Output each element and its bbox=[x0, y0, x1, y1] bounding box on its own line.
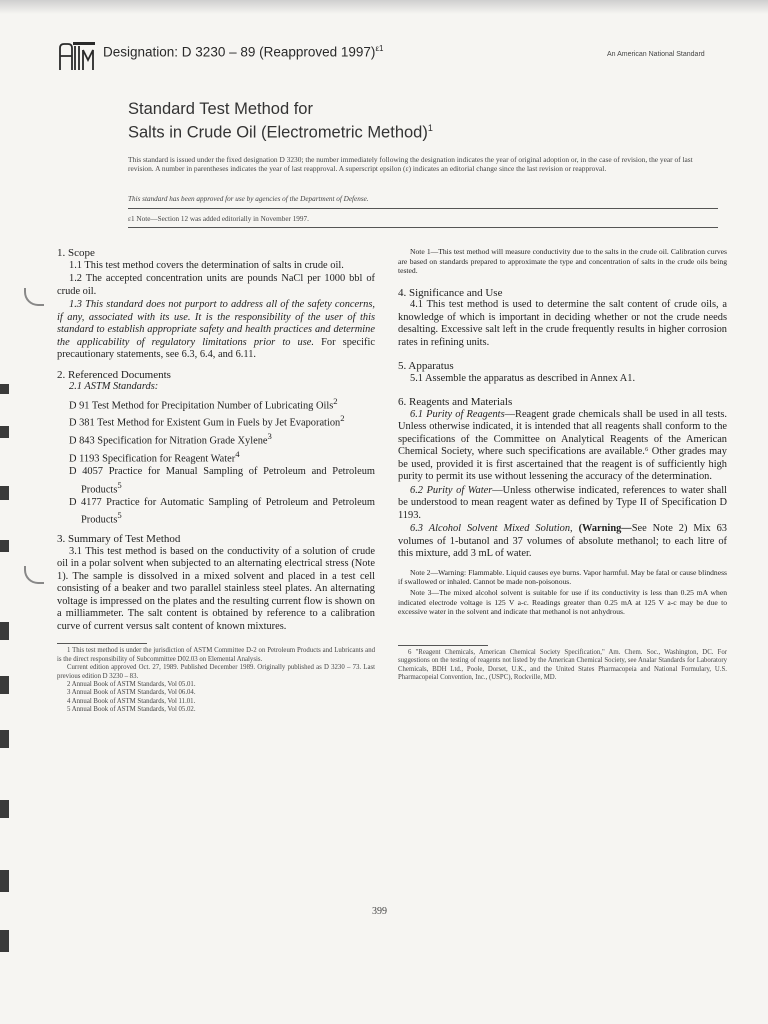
paragraph bbox=[57, 299, 375, 362]
footnotes bbox=[398, 649, 727, 683]
footnote: Current edition approved Oct. 27, 1989. Published December 1989. Originally published as D 3230 – 73. Last previous edition D 3230 – 83. bbox=[57, 664, 375, 680]
binder-mark bbox=[0, 930, 9, 952]
note: Note 1—This test method will measure conductivity due to the salts in the crude oil. Calibration curves are based on standards prepared to approximate the type and concentration of salts in the crude oils being tested. bbox=[398, 247, 727, 276]
section-heading: 2. Referenced Documents bbox=[57, 368, 171, 381]
designation bbox=[103, 44, 383, 60]
note: Note 2—Warning: Flammable. Liquid causes eye burns. Vapor harmful. May be fatal or cause blindness if swallowed or inhaled. Cannot be made non-poisonous. bbox=[398, 567, 727, 587]
binder-mark bbox=[0, 426, 9, 438]
reference-item bbox=[57, 412, 375, 430]
paragraph bbox=[398, 485, 727, 523]
page-title bbox=[128, 100, 433, 143]
footnote: 2 Annual Book of ASTM Standards, Vol 05.01. bbox=[67, 680, 196, 688]
footnote-rule bbox=[398, 645, 488, 646]
paragraph-label: 6.3 Alcohol Solvent Mixed Solution, bbox=[410, 523, 573, 535]
reference-item bbox=[57, 497, 375, 527]
reference-text: D 843 Specification for Nitration Grade Xylene bbox=[69, 435, 268, 447]
margin-bracket-mark bbox=[24, 288, 44, 306]
section-heading: 3. Summary of Test Method bbox=[57, 533, 181, 546]
footnote: 6 "Reagent Chemicals, American Chemical Society Specification," Am. Chem. Soc., Washington, DC. For suggestions on the testing of reagents not listed by the American Chemical Society, see Analar Standards for Laboratory Chemicals, BDH Ltd., Poole, Dorset, U.K., and the United States Pharmacopeia and National Formulary, U.S. Pharmacopeial Convention, Inc., (USPC), Rockville, MD. bbox=[398, 648, 727, 681]
paragraph: 4.1 This test method is used to determine the salt content of crude oils, a knowledge of which is important in deciding whether or not the crude needs desalting. Excessive salt left in the crude frequently results in higher corrosion rates in refining units. bbox=[398, 299, 727, 348]
note: Note 3—The mixed alcohol solvent is suitable for use if its conductivity is less than 0.25 mA when indicated electrode voltage is 125 V a-c. Readings greater than 0.25 mA at 125 V a-c may be due to excessive water in the solvent and indicate that methanol is not anhydrous. bbox=[398, 587, 727, 617]
binder-mark bbox=[0, 486, 9, 500]
header-rule bbox=[128, 227, 718, 228]
footnote-marker: 2 bbox=[333, 395, 338, 406]
editorial-note: ε1 Note—Section 12 was added editorially in November 1997. bbox=[128, 215, 309, 223]
paragraph bbox=[398, 523, 727, 561]
margin-bracket-mark bbox=[24, 566, 44, 584]
reference-text: D 381 Test Method for Existent Gum in Fuels by Jet Evaporation bbox=[69, 417, 341, 429]
safety-caveat: 1.3 This standard does not purport to address all of the safety concerns, if any, associated with its use. It is the responsibility of the user of this standard to establish appropriate safety and health practices and determine the applicability of regulatory limitations prior to use. bbox=[57, 299, 375, 348]
warning-label: (Warning— bbox=[572, 523, 632, 535]
title-line-1: Standard Test Method for bbox=[128, 100, 313, 118]
footnote: 5 Annual Book of ASTM Standards, Vol 05.02. bbox=[67, 706, 196, 714]
designation-superscript: ε1 bbox=[375, 44, 384, 53]
section-heading: 5. Apparatus bbox=[398, 360, 454, 373]
footnote: 1 This test method is under the jurisdiction of ASTM Committee D-2 on Petroleum Products and Lubricants and is the direct responsibility of Subcommittee D02.03 on Elemental Analysis. bbox=[57, 647, 375, 663]
reference-item bbox=[57, 466, 375, 496]
header-rule bbox=[128, 208, 718, 209]
paragraph-label: 6.2 Purity of Water bbox=[410, 484, 493, 496]
paragraph-text: —Reagent grade chemicals shall be used in all tests. Unless otherwise indicated, it is intended that all reagents shall conform to the specifications of the Committee on Analytical Reagents of the American Chemical Society, where such specifications are available.⁶ Other grades may be used, provided it is first ascertained that the reagent is of sufficiently high purity to permit its use without lessening the accuracy of the determination. bbox=[398, 408, 727, 483]
footnote-marker: 5 bbox=[117, 479, 122, 490]
title-superscript: 1 bbox=[427, 123, 433, 133]
binder-mark bbox=[0, 384, 9, 394]
paragraph-text: For specific precautionary statements, see 6.3, 6.4, and 6.11. bbox=[57, 336, 375, 360]
paragraph: 3.1 This test method is based on the conductivity of a solution of crude oil in a polar solvent when subjected to an alternating electrical stress (Note 1). The sample is dissolved in a mixed solvent and placed in a test cell consisting of a beaker and two parallel stainless steel plates. An alternating voltage is impressed on the plates and the resulting current flow is shown on a milliammeter. The salt content is obtained by reference to a calibration curve of current versus salt content of known mixtures. bbox=[57, 545, 375, 632]
binder-mark bbox=[0, 800, 9, 818]
right-column bbox=[398, 247, 727, 682]
reference-text: D 4057 Practice for Manual Sampling of Petroleum and Petroleum Products bbox=[69, 466, 375, 496]
reference-text: D 91 Test Method for Precipitation Number of Lubricating Oils bbox=[69, 399, 334, 411]
footnote-marker: 4 bbox=[235, 449, 240, 460]
designation-text: Designation: D 3230 – 89 (Reapproved 1997) bbox=[103, 44, 376, 60]
paragraph-label: 6.1 Purity of Reagents bbox=[410, 408, 505, 420]
binder-mark bbox=[0, 622, 9, 640]
intro-paragraph: This standard is issued under the fixed designation D 3230; the number immediately following the designation indicates the year of original adoption or, in the case of revision, the year of last revision. A number in parentheses indicates the year of last reapproval. A superscript epsilon (ε) indicates an editorial change since the last revision or reapproval. bbox=[128, 155, 693, 174]
footnote-marker: 3 bbox=[267, 431, 272, 442]
standard-type: An American National Standard bbox=[607, 51, 705, 58]
reference-text: D 4177 Practice for Automatic Sampling of Petroleum and Petroleum Products bbox=[69, 496, 375, 526]
section-heading: 1. Scope bbox=[57, 247, 95, 259]
footnote-marker: 5 bbox=[117, 510, 122, 521]
subsection-label: 2.1 ASTM Standards: bbox=[69, 381, 159, 392]
scan-edge-shadow bbox=[0, 0, 768, 14]
left-column bbox=[57, 247, 375, 715]
reference-item bbox=[57, 430, 375, 448]
binder-mark bbox=[0, 730, 9, 748]
footnote-marker: 2 bbox=[340, 413, 345, 424]
approval-statement: This standard has been approved for use by agencies of the Department of Defense. bbox=[128, 195, 369, 203]
reference-list bbox=[57, 395, 375, 528]
footnote: 4 Annual Book of ASTM Standards, Vol 11.01. bbox=[67, 697, 196, 705]
footnotes bbox=[57, 647, 375, 714]
reference-item bbox=[57, 448, 375, 466]
footnote: 3 Annual Book of ASTM Standards, Vol 06.04. bbox=[67, 689, 196, 697]
page-number: 399 bbox=[372, 906, 387, 917]
astm-logo-icon bbox=[56, 40, 96, 74]
paragraph-text: See Note 2) Mix 63 volumes of 1-butanol and 37 volumes of absolute methanol; to each litre of this mixture, add 3 mL of water. bbox=[398, 523, 728, 560]
binder-mark bbox=[0, 540, 9, 552]
paragraph: 1.2 The accepted concentration units are pounds NaCl per 1000 bbl of crude oil. bbox=[57, 273, 375, 297]
footnote-rule bbox=[57, 643, 147, 644]
section-heading: 6. Reagents and Materials bbox=[398, 396, 513, 409]
paragraph-text: —Unless otherwise indicated, references to water shall be understood to mean reagent water as defined by Type II of Specification D 1193. bbox=[398, 484, 727, 521]
binder-mark bbox=[0, 870, 9, 892]
paragraph: 1.1 This test method covers the determination of salts in crude oil. bbox=[69, 259, 344, 271]
section-heading: 4. Significance and Use bbox=[398, 286, 503, 299]
paragraph: 5.1 Assemble the apparatus as described in Annex A1. bbox=[410, 372, 636, 384]
title-line-2 bbox=[128, 119, 433, 143]
binder-mark bbox=[0, 676, 9, 694]
reference-item bbox=[57, 395, 375, 413]
reference-text: D 1193 Specification for Reagent Water bbox=[69, 453, 236, 465]
title-line-2-text: Salts in Crude Oil (Electrometric Method) bbox=[128, 123, 428, 142]
paragraph bbox=[398, 409, 727, 484]
